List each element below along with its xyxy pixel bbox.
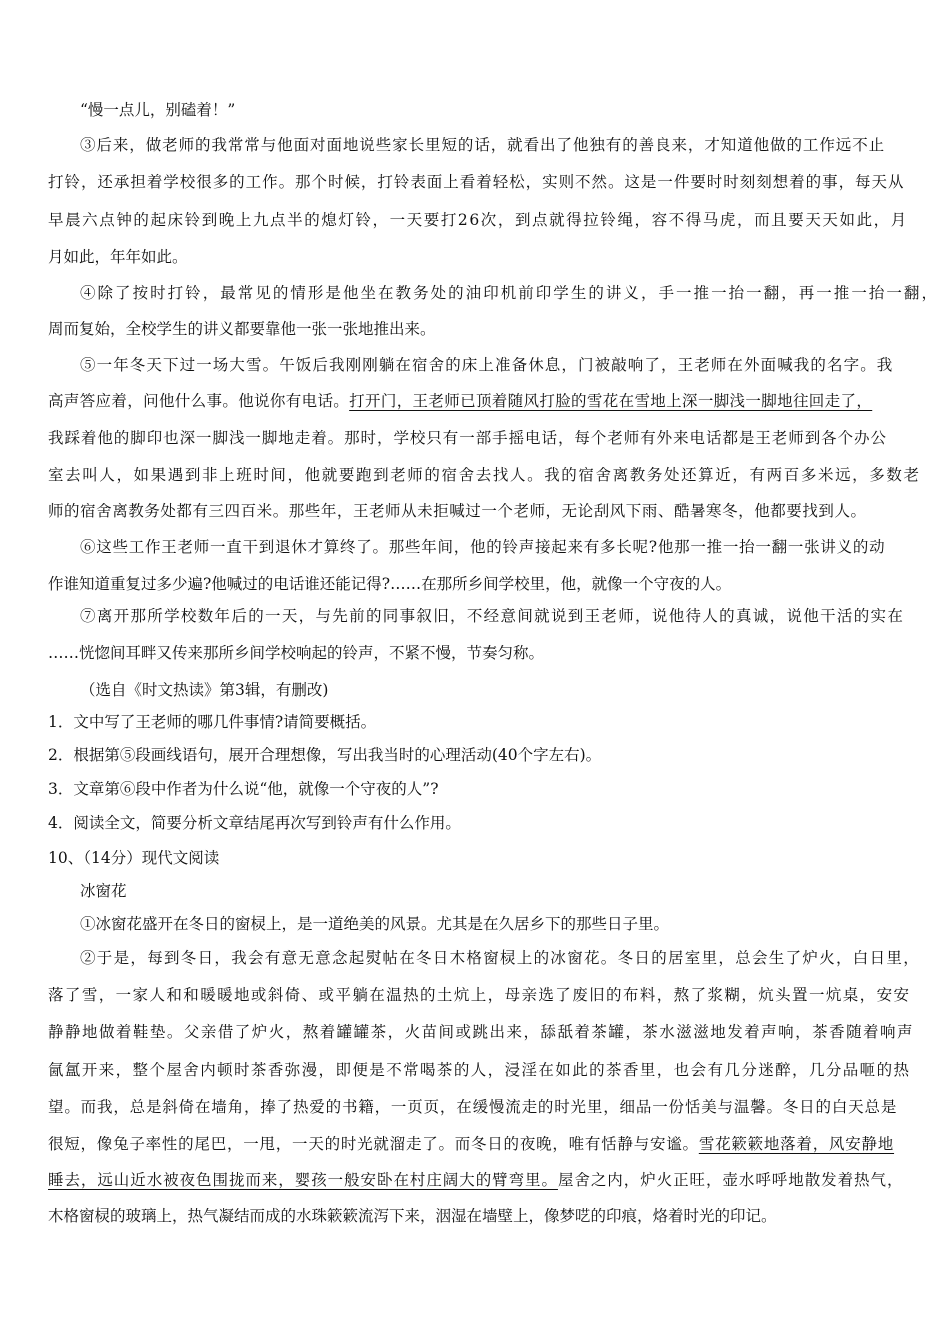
question-3: 3．文章第⑥段中作者为什么说“他，就像一个守夜的人”?: [48, 780, 439, 798]
text-line: 作谁知道重复过多少遍?他喊过的电话谁还能记得?……在那所乡间学校里，他，就像一个守夜的人。: [48, 575, 732, 593]
text-line: 我踩着他的脚印也深一脚浅一脚地走着。那时，学校只有一部手摇电话，每个老师有外来电话都是王老师到各个办公: [48, 429, 887, 447]
article-title: 冰窗花: [80, 882, 127, 900]
text-line: [48, 1170, 903, 1190]
question-1: 1．文中写了王老师的哪几件事情?请简要概括。: [48, 713, 377, 731]
text-line: 周而复始，全校学生的讲义都要靠他一张一张地推出来。: [48, 320, 436, 338]
text-line: [48, 1134, 894, 1154]
text-line: 月如此，年年如此。: [48, 248, 188, 266]
text-line: 室去叫人，如果遇到非上班时间，他就要跑到老师的宿舍去找人。我的宿舍离教务处还算近，有两百多米远，多数老: [48, 466, 921, 484]
text-segment: 高声答应着，问他什么事。他说你有电话。: [48, 392, 350, 410]
question-4: 4．阅读全文，简要分析文章结尾再次写到铃声有什么作用。: [48, 814, 461, 832]
text-line: 师的宿舍离教务处都有三四百米。那些年，王老师从未拒喊过一个老师，无论刮风下雨、酷暑寒冬，他都要找到人。: [48, 502, 867, 520]
underlined-sentence: 雪花簌簌地落着，风安静地: [698, 1135, 895, 1153]
paragraph-4-line: ④除了按时打铃，最常见的情形是他坐在教务处的油印机前印学生的讲义，手一推一抬一翻，再一推一抬一翻，: [80, 284, 939, 302]
source-citation: （选自《时文热读》第3辑，有删改): [80, 681, 329, 699]
underlined-sentence: 打开门，王老师已顶着随风打脸的雪花在雪地上深一脚浅一脚地往回走了，: [349, 392, 873, 410]
text-line: “慢一点儿，别磕着！”: [80, 101, 236, 119]
text-line: 望。而我，总是斜倚在墙角，捧了热爱的书籍，一页页，在缓慢流走的时光里，细品一份恬美与温馨。冬日的白天总是: [48, 1098, 898, 1116]
article-paragraph-2-line: ②于是，每到冬日，我会有意无意念起熨帖在冬日木格窗棂上的冰窗花。冬日的居室里，总会生了炉火，白日里，: [80, 949, 921, 967]
text-line: 早晨六点钟的起床铃到晚上九点半的熄灯铃，一天要打26次，到点就得拉铃绳，容不得马虎，而且要天天如此，月: [48, 211, 908, 229]
paragraph-7-line: ⑦离开那所学校数年后的一天，与先前的同事叙旧，不经意间就说到王老师，说他待人的真诚，说他干活的实在: [80, 607, 905, 625]
article-paragraph-1: ①冰窗花盛开在冬日的窗棂上，是一道绝美的风景。尤其是在久居乡下的那些日子里。: [80, 915, 670, 933]
paragraph-3-line: ③后来，做老师的我常常与他面对面地说些家长里短的话，就看出了他独有的善良来，才知道他做的工作远不止: [80, 136, 886, 154]
text-line: 静静地做着鞋垫。父亲借了炉火，熬着罐罐茶，火苗间或跳出来，舔舐着茶罐，茶水滋滋地发着声响，茶香随着响声: [48, 1023, 914, 1041]
text-segment: 屋舍之内，炉火正旺，壶水呼呼地散发着热气，: [557, 1171, 904, 1189]
text-line: ……恍惚间耳畔又传来那所乡间学校响起的铃声，不紧不慢，节奏匀称。: [48, 644, 545, 662]
underlined-sentence: 睡去，远山近水被夜色围拢而来，婴孩一般安卧在村庄阔大的臂弯里。: [48, 1171, 558, 1189]
paragraph-6-line: ⑥这些工作王老师一直干到退休才算终了。那些年间，他的铃声接起来有多长呢?他那一推一抬一翻一张讲义的动: [80, 538, 886, 556]
text-line: 落了雪，一家人和和暖暖地或斜倚、或平躺在温热的土炕上，母亲选了废旧的布料，熬了浆糊，炕头置一炕桌，安安: [48, 986, 911, 1004]
section-heading: 10、（14分）现代文阅读: [48, 849, 220, 867]
text-line: 打铃，还承担着学校很多的工作。那个时候，打铃表面上看着轻松，实则不然。这是一件要时时刻刻想着的事，每天从: [48, 173, 905, 191]
text-line: 木格窗棂的玻璃上，热气凝结而成的水珠簌簌流泻下来，洇湿在墙壁上，像梦呓的印痕，烙着时光的印记。: [48, 1207, 777, 1225]
paragraph-5-line: ⑤一年冬天下过一场大雪。午饭后我刚刚躺在宿舍的床上准备休息，门被敲响了，王老师在外面喊我的名字。我: [80, 356, 894, 374]
text-line: [48, 391, 872, 411]
text-line: 氤氲开来，整个屋舍内顿时茶香弥漫，即便是不常喝茶的人，浸淫在如此的茶香里，也会有几分迷醉，几分品咂的热: [48, 1061, 911, 1079]
text-segment: 很短，像兔子率性的尾巴，一甩，一天的时光就溜走了。而冬日的夜晚，唯有恬静与安谧。: [48, 1135, 699, 1153]
question-2: 2．根据第⑤段画线语句，展开合理想像，写出我当时的心理活动(40个字左右)。: [48, 746, 602, 764]
